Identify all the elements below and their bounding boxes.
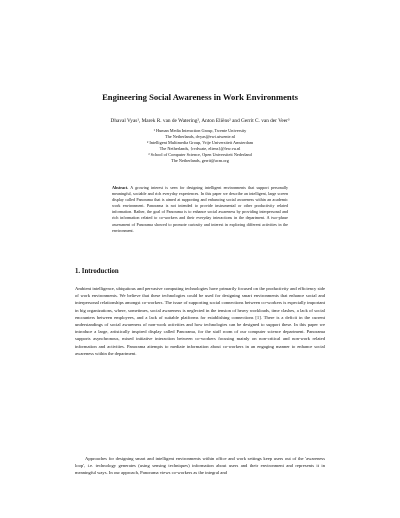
affiliation-line: The Netherlands, {rvdwate, eliens}@few.vu.nl xyxy=(159,146,241,152)
affiliation-line: ¹ Human Media Interaction Group, Twente University xyxy=(153,128,247,133)
body-paragraph: Ambient intelligence, ubiquitous and pervasive computing technologies have primarily focused on the productivity and efficiency side of work environments. We believe that these technologies could be used for designing smart environments that enhance social and interpersonal relationships amongst co-workers. The issue of supporting social connections between co-workers is especially important in big organizations, where, sometimes, social awareness is neglected in the tension of heavy workloads, time clashes, a lack of social encounters between employees, and a lack of suitable platforms for establishing connections [1]. There is a deficit in the current understandings of social awareness of non-work activities and how technologies can be designed to support these. In this paper we introduce a large, artistically inspired display called Panorama, for the staff room of our computer science department. Panorama supports asynchronous, mixed initiative interaction between co-workers focusing mainly on non-critical and non-work related information and activities. Panorama attempts to mediate information about co-workers in an engaging manner to enhance social awareness within the department. xyxy=(75,286,325,356)
abstract xyxy=(112,185,288,234)
affiliation-line: The Netherlands, gerrit@acm.org xyxy=(171,158,229,164)
affiliation-line: ² Intelligent Multimedia Group, Vrije Universiteit Amsterdam xyxy=(146,140,254,146)
affiliations xyxy=(0,128,400,165)
author-list: Dhaval Vyas¹, Marek R. van de Watering², Anton Eliëns² and Gerrit C. van der Veer³ xyxy=(110,118,290,124)
affiliation-line: ³ School of Computer Science, Open Universiteit Nederland xyxy=(148,152,252,158)
abstract-label: Abstract. xyxy=(112,185,129,190)
abstract-text: A growing interest is seen for designing intelligent environments that support personally meaningful, sociable and rich everyday experiences. In this paper we describe an intelligent, large screen display called Panorama that is aimed at supporting and enhancing social awareness within an academic work environment. Panorama is not intended to provide instrumental or other productivity related information. Rather, the goal of Panorama is to enhance social awareness by providing interpersonal and rich information related to co-workers and their everyday interactions in the department. A two-phase assessment of Panorama showed to promote curiosity and interest in exploring different activities in the environment. xyxy=(112,185,288,233)
paper-title: Engineering Social Awareness in Work Environments xyxy=(102,92,298,102)
section-heading: 1. Introduction xyxy=(75,268,119,275)
affiliation-line: The Netherlands, dvyas@ewi.utwente.nl xyxy=(165,134,235,140)
body-paragraph: Approaches for designing smart and intelligent environments within office and work settings keep users out of the 'awareness loop', i.e. technology generates (using sensing techniques) information about users and their environment and represents it in meaningful ways. In our approach, Panorama views co-workers as the integral and xyxy=(75,456,325,476)
